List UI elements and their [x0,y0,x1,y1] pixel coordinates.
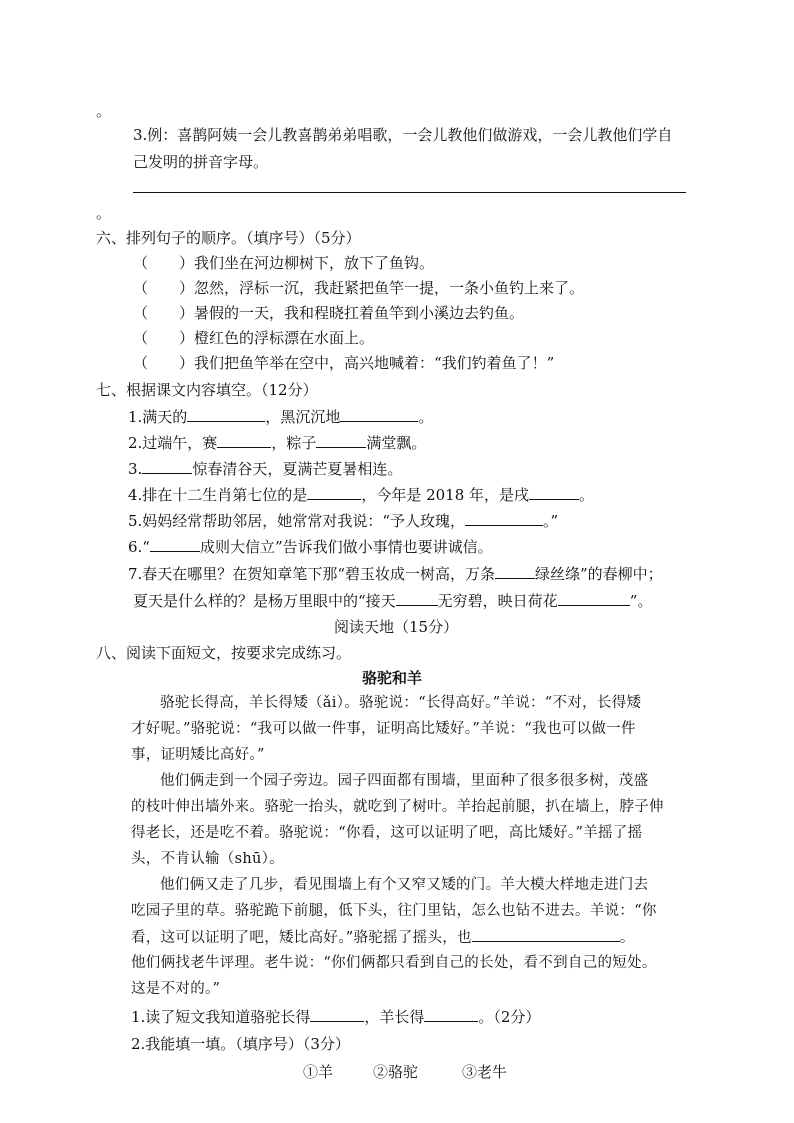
blank[interactable] [316,433,366,448]
story-line: 得老长，还是吃不着。骆驼说：“你看，这可以证明了吧，高比矮好。”羊摇了摇 [131,825,643,841]
order-blank[interactable]: （ [133,304,149,322]
q3-line1: 3.例：喜鹊阿姨一会儿教喜鹊弟弟唱歌，一会儿教他们做游戏，一会儿教他们学自 [133,126,673,144]
story-line: 这是不对的。” [131,981,221,997]
question-1: 1.读了短文我知道骆驼长得 ，羊长得 。（2分） [131,1008,541,1026]
question-2: 2.我能填一填。（填序号）（3分） [131,1035,350,1053]
order-blank[interactable]: （ [133,329,149,347]
fill-line-6: 6.“ 成则大信立”告诉我们做小事情也要讲诚信。 [128,538,493,556]
story-title: 骆驼和羊 [362,669,423,687]
blank[interactable] [465,511,543,526]
story-line: 骆驼长得高，羊长得矮（ǎi）。骆驼说：“长得高好。”羊说：“不对，长得矮 [160,695,642,711]
story-line: 事，证明矮比高好。” [131,747,265,763]
fill-line-1: 1.满天的 ，黑沉沉地 。 [128,408,434,426]
blank[interactable] [307,485,361,500]
blank[interactable] [472,927,620,942]
blank[interactable] [187,407,265,422]
fill-line-4: 4.排在十二生肖第七位的是 ，今年是 2018 年，是戌 。 [128,486,595,504]
option: ②骆驼 [373,1063,419,1081]
story-line: 的枝叶伸出墙外来。骆驼一抬头，就吃到了树叶。羊抬起前腿，扒在墙上，脖子伸 [131,799,664,815]
fill-line-3: 3. 惊春清谷天，夏满芒夏暑相连。 [128,460,403,478]
order-blank[interactable]: （ [133,254,149,272]
section-6-heading: 六、排列句子的顺序。（填序号）（5分） [96,229,361,247]
q3-line2: 己发明的拼音字母。 [133,153,269,171]
story-line: 吃园子里的草。骆驼跪下前腿，低下头，往门里钻，怎么也钻不进去。羊说：“你 [131,903,657,919]
story-line: 他们俩走到一个园子旁边。园子四面都有围墙，里面种了很多很多树，茂盛 [160,773,649,789]
dot-mark: 。 [96,102,112,120]
order-item: （ ）我们把鱼竿举在空中，高兴地喊着：“我们钓着鱼了！” [133,354,555,372]
order-item: （ ）我们坐在河边柳树下，放下了鱼钩。 [133,254,435,272]
fill-line-5: 5.妈妈经常帮助邻居，她常常对我说：“予人玫瑰， 。” [128,512,559,530]
story-line: 他们俩找老牛评理。老牛说：“你们俩都只看到自己的长处，看不到自己的短处。 [131,955,657,971]
story-line: 他们俩又走了几步，看见围墙上有个又窄又矮的门。羊大模大样地走进门去 [160,877,649,893]
order-blank[interactable]: （ [133,354,149,372]
story-line: 头，不肯认输（shū）。 [131,851,284,867]
order-item: （ ）忽然，浮标一沉，我赶紧把鱼竿一提，一条小鱼钓上来了。 [133,279,585,297]
blank[interactable] [310,1007,364,1022]
blank[interactable] [396,591,438,606]
blank[interactable] [150,537,200,552]
section-7-heading: 七、根据课文内容填空。（12分） [96,381,318,399]
option: ①羊 [303,1063,334,1081]
fill-line-2: 2.过端午，赛 ，粽子 满堂飘。 [128,434,427,452]
blank[interactable] [217,433,271,448]
blank[interactable] [529,485,579,500]
reading-title: 阅读天地（15分） [334,618,459,636]
order-item: （ ）暑假的一天，我和程晓扛着鱼竿到小溪边去钓鱼。 [133,304,525,322]
order-blank[interactable]: （ [133,279,149,297]
section-8-heading: 八、阅读下面短文，按要求完成练习。 [96,644,352,662]
blank[interactable] [142,459,192,474]
fill-line-7: 7.春天在哪里？在贺知章笔下那“碧玉妆成一树高，万条 绿丝绦”的春柳中； [128,565,663,583]
option: ③老牛 [462,1063,508,1081]
dot-mark: 。 [96,204,112,222]
story-line: 看，这可以证明了吧，矮比高好。”骆驼摇了摇头，也 。 [131,927,635,948]
fill-line-8: 夏天是什么样的？是杨万里眼中的“接天 无穷碧，映日荷花 ”。 [133,592,653,610]
blank[interactable] [424,1007,478,1022]
blank[interactable] [340,407,418,422]
blank[interactable] [495,564,535,579]
q3-answer-line[interactable] [133,192,686,193]
blank[interactable] [558,591,630,606]
order-item: （ ）橙红色的浮标漂在水面上。 [133,329,375,347]
story-line: 才好呢。”骆驼说：“我可以做一件事，证明高比矮好。”羊说：“我也可以做一件 [131,721,636,737]
